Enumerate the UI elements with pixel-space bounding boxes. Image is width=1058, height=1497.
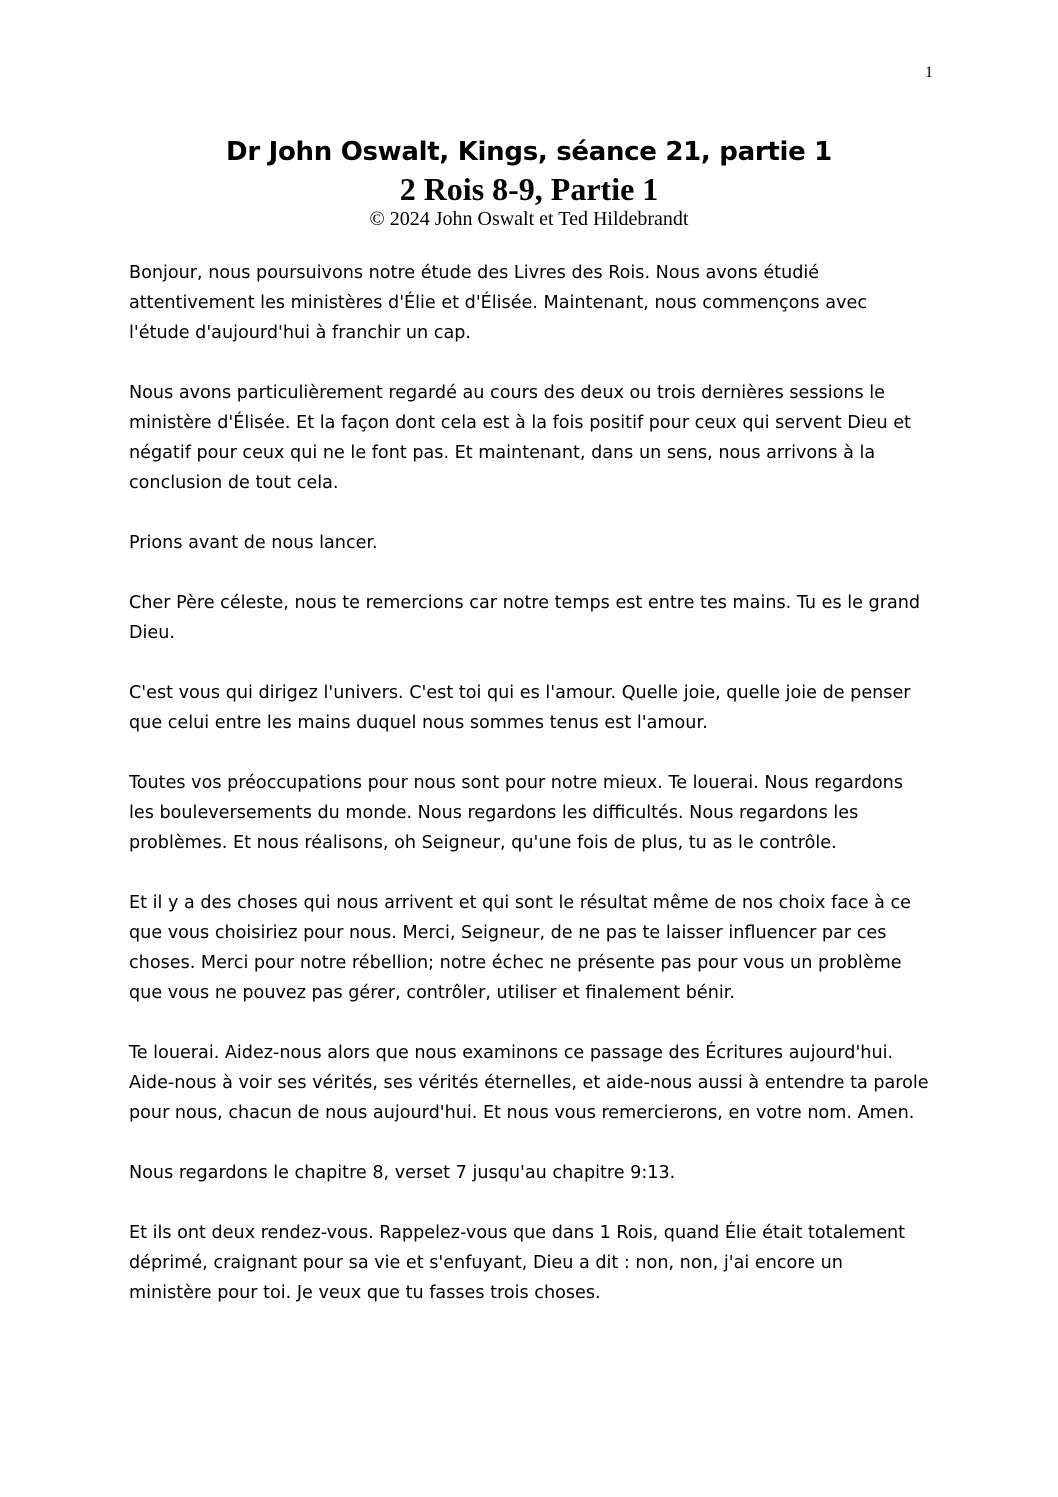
- paragraph: Bonjour, nous poursuivons notre étude des Livres des Rois. Nous avons étudié attentivement les ministères d'Élie et d'Élisée. Maintenant, nous commençons avec l'étude d'aujourd'hui à franchir un cap.: [129, 263, 868, 343]
- document-header: [0, 134, 1058, 230]
- document-body: [129, 258, 929, 1338]
- paragraph: Prions avant de nous lancer.: [129, 533, 378, 553]
- paragraph: Toutes vos préoccupations pour nous sont pour notre mieux. Te louerai. Nous regardons les bouleversements du monde. Nous regardons les difficultés. Nous regardons les problèmes. Et nous réalisons, oh Seigneur, qu'une fois de plus, tu as le contrôle.: [129, 773, 904, 853]
- paragraph: Te louerai. Aidez-nous alors que nous examinons ce passage des Écritures aujourd'hui. Aide-nous à voir ses vérités, ses vérités éternelles, et aide-nous aussi à entendre ta parole pour nous, chacun de nous aujourd'hui. Et nous vous remercierons, en votre nom. Amen.: [129, 1043, 929, 1123]
- paragraph: C'est vous qui dirigez l'univers. C'est toi qui es l'amour. Quelle joie, quelle joie de penser que celui entre les mains duquel nous sommes tenus est l'amour.: [129, 683, 911, 733]
- document-subtitle: 2 Rois 8-9, Partie 1: [399, 171, 659, 207]
- page-number: 1: [925, 64, 933, 81]
- paragraph: Et il y a des choses qui nous arrivent et qui sont le résultat même de nos choix face à ce que vous choisiriez pour nous. Merci, Seigneur, de ne pas te laisser influencer par ces choses. Merci pour notre rébellion; notre échec ne présente pas pour vous un problème que vous ne pouvez pas gérer, contrôler, utiliser et finalement bénir.: [129, 893, 912, 1003]
- paragraph: Et ils ont deux rendez-vous. Rappelez-vous que dans 1 Rois, quand Élie était totalement déprimé, craignant pour sa vie et s'enfuyant, Dieu a dit : non, non, j'ai encore un ministère pour toi. Je veux que tu fasses trois choses.: [129, 1223, 906, 1303]
- copyright-line: © 2024 John Oswalt et Ted Hildebrandt: [369, 208, 689, 230]
- document-title: Dr John Oswalt, Kings, séance 21, partie 1: [226, 137, 832, 167]
- paragraph: Cher Père céleste, nous te remercions car notre temps est entre tes mains. Tu es le grand Dieu.: [129, 593, 921, 643]
- paragraph: Nous regardons le chapitre 8, verset 7 jusqu'au chapitre 9:13.: [129, 1163, 676, 1183]
- paragraph: Nous avons particulièrement regardé au cours des deux ou trois dernières sessions le ministère d'Élisée. Et la façon dont cela est à la fois positif pour ceux qui servent Dieu et négatif pour ceux qui ne le font pas. Et maintenant, dans un sens, nous arrivons à la conclusion de tout cela.: [129, 383, 911, 493]
